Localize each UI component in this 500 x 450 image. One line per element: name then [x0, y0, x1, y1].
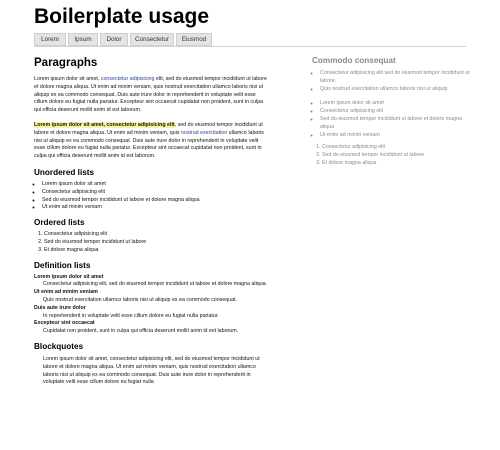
- list-item: 2. Sed do eiusmod tempor incididunt ut labore: [322, 152, 472, 160]
- sidebar: [312, 56, 472, 168]
- definition-term: Ut enim ad minim veniam: [34, 289, 98, 296]
- definition-term: Excepteur sint occaecat: [34, 320, 95, 327]
- ordered-lists-heading: Ordered lists: [34, 218, 85, 228]
- list-item: ◦ Sed do eiusmod tempor incididunt ut labore et dolore magna aliqua: [42, 197, 269, 205]
- list-item: ◦ Lorem ipsum dolor sit amet: [42, 181, 269, 189]
- list-item: ◦ Consectetur adipisicing elit: [42, 189, 269, 197]
- paragraph-text: ullamco laboris nisi ut aliquip ex ea commodo consequat. Duis aute irure dolor in reprehenderit in voluptate velit esse cillum dolore eu fugiat nulla pariatur. Excepteur sint occaecat cupidatat non proident, sunt in culpa qui officia deserunt mollit anim id est laborum.: [34, 129, 264, 160]
- paragraphs-heading: Paragraphs: [34, 57, 98, 69]
- definition-description: Consectetur adipisicing elit, sed do eiusmod tempor incididunt ut labore et dolore magna aliqua.: [43, 281, 268, 288]
- paragraph-text: elit, sed do eiusmod tempor incididunt ut labore et dolore magna aliqua. Ut enim ad minim veniam, quis nostrud exercitation ullamco laboris nisi ut aliquip ex ea commodo consequat. Duis aute irure dolor in reprehenderit in voluptate velit esse cillum dolore eu fugiat nulla pariatur. Excepteur sint occaecat cupidatat non proident, sunt in culpa qui officia deserunt mollit anim id est laborum.: [34, 76, 267, 114]
- ordered-list: [34, 231, 269, 254]
- sidebar-list-1: [312, 70, 472, 93]
- definition-description: Cupidatat non proident, sunt in culpa qui officia deserunt mollit anim id est laborum.: [43, 328, 239, 335]
- nav-tab-eiusmod[interactable]: Eiusmod: [176, 33, 212, 46]
- list-item: ◦ Consectetur adipisicing elit: [320, 108, 472, 116]
- list-item: 2. Sed do eiusmod tempor incididunt ut labore: [44, 239, 269, 247]
- nav-tab-lorem[interactable]: Lorem: [34, 33, 66, 46]
- list-item: ◦ Sed do eiusmod tempor incididunt ut labore et dolore magna aliqua: [320, 116, 472, 132]
- link-consectetur[interactable]: consectetur adipisicing: [100, 76, 155, 82]
- list-item: 1. Consectetur adipisicing elit: [322, 144, 472, 152]
- paragraph-text: , sed do eiusmod tempor incididunt ut labore et dolore magna aliqua. Ut enim ad minim veniam, quis: [34, 121, 263, 136]
- sidebar-list-3: [312, 144, 472, 167]
- list-item: ◦ Ut enim ad minim veniam: [320, 132, 472, 140]
- sidebar-list-2: [312, 100, 472, 139]
- definition-description: In reprehenderit in voluptate velit esse cillum dolore eu fugiat nulla pariatur.: [43, 312, 219, 319]
- nav-tab-consectetur[interactable]: Consectetur: [130, 33, 174, 46]
- definition-description: Quis nostrud exercitation ullamco laboris nisi ut aliquip ex ea commodo consequat.: [43, 296, 238, 303]
- list-item: ◦ Consectetur adipisicing elit sed do eiusmod tempor incididunt ut labore.: [320, 70, 472, 86]
- list-item: ◦ Quis nostrud exercitation ullamco laboris nisi ut aliquip: [320, 86, 472, 94]
- blockquotes-heading: Blockquotes: [34, 341, 84, 351]
- highlighted-text: Lorem ipsum dolor sit amet, consectetur adipisicing elit: [34, 121, 175, 128]
- main-content: [34, 56, 269, 387]
- nav-tab-ipsum[interactable]: Ipsum: [68, 33, 98, 46]
- blockquote: Lorem ipsum dolor sit amet, consectetur adipisicing elit, sed do eiusmod tempor incididunt ut labore et dolore magna aliqua. Ut enim ad minim veniam, quis nostrud exercitation ullamco laboris nisi ut aliquip ex ea commodo consequat. Duis aute irure dolor in reprehenderit in voluptate velit esse cillum dolore eu fugiat nulla: [43, 355, 260, 386]
- main-nav: [34, 33, 214, 46]
- nav-tab-dolor[interactable]: Dolor: [100, 33, 128, 46]
- link-nostrud[interactable]: nostrud exercitation: [180, 129, 228, 136]
- paragraph-1: [34, 76, 269, 115]
- list-item: 3. Et dolore magna aliqua: [322, 160, 472, 168]
- definition-term: Lorem ipsum dolor sit amet: [34, 273, 104, 280]
- site-title: Boilerplate usage: [34, 5, 210, 28]
- list-item: 1. Consectetur adipisicing elit: [44, 231, 269, 239]
- sidebar-heading: Commodo consequat: [312, 56, 396, 65]
- definition-term: Duis aute irure dolor: [34, 304, 86, 311]
- nav-divider: [34, 46, 466, 47]
- paragraph-2: [34, 122, 269, 161]
- paragraph-text: Lorem ipsum dolor sit amet,: [34, 76, 101, 82]
- list-item: 3. Et dolore magna aliqua: [44, 247, 269, 255]
- list-item: ◦ Lorem ipsum dolor sit amet: [320, 100, 472, 108]
- definition-list: [34, 274, 269, 336]
- unordered-list: [34, 181, 269, 212]
- list-item: ◦ Ut enim ad minim veniam: [42, 204, 269, 212]
- definition-lists-heading: Definition lists: [34, 260, 91, 270]
- unordered-lists-heading: Unordered lists: [34, 167, 95, 177]
